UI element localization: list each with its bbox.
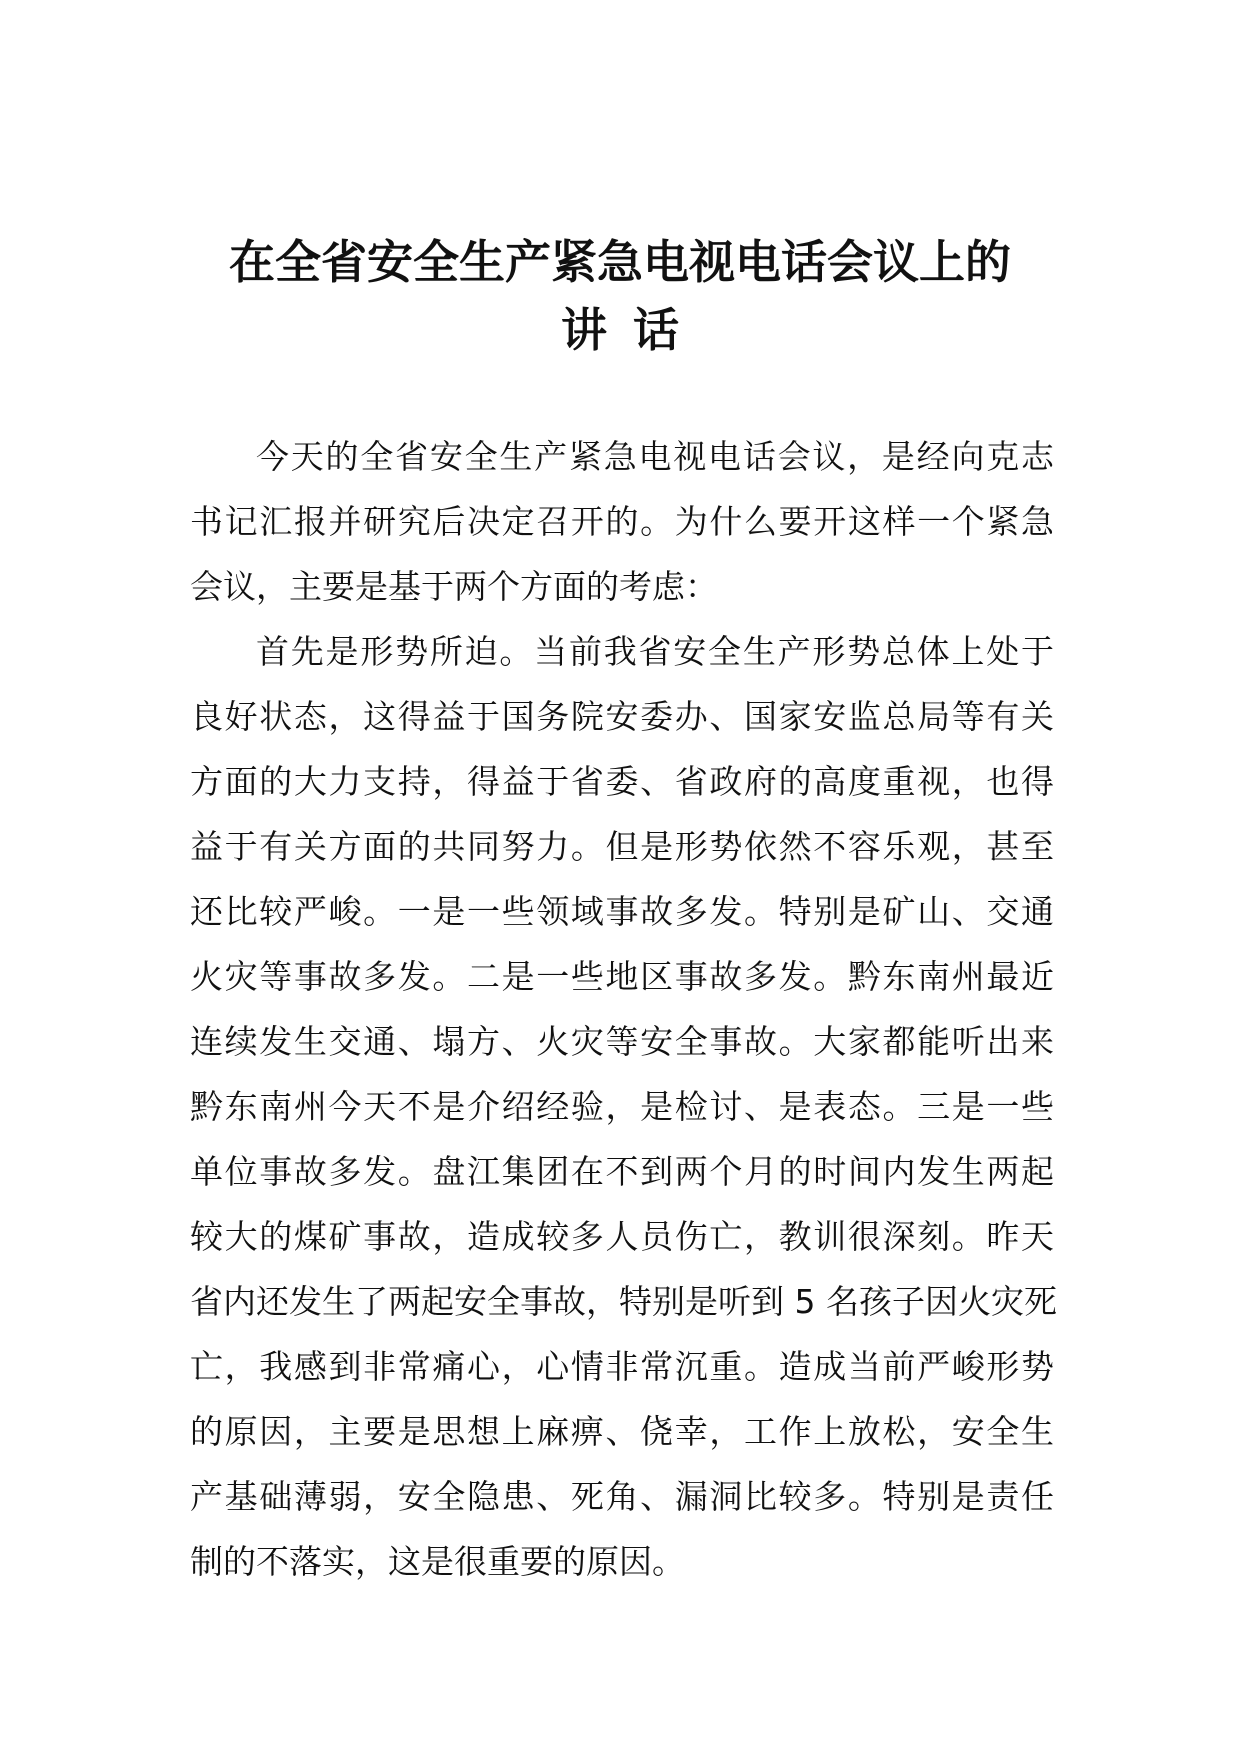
paragraph-2-line-8: 黔东南州今天不是介绍经验，是检讨、是表态。三是一些 bbox=[190, 1087, 1054, 1126]
paragraph-2-line-1: 首先是形势所迫。当前我省安全生产形势总体上处于 bbox=[256, 632, 1054, 671]
paragraph-2-line-6: 火灾等事故多发。二是一些地区事故多发。黔东南州最近 bbox=[190, 957, 1054, 996]
document-body bbox=[190, 424, 1057, 1594]
title-line-2: 讲话 bbox=[561, 303, 705, 357]
paragraph-2-line-11: 省内还发生了两起安全事故，特别是听到 5 名孩子因火灾死 bbox=[190, 1282, 1057, 1321]
paragraph-2-line-2: 良好状态，这得益于国务院安委办、国家安监总局等有关 bbox=[190, 697, 1054, 736]
title-line-1: 在全省安全生产紧急电视电话会议上的 bbox=[229, 235, 1011, 289]
paragraph-1-line-1: 今天的全省安全生产紧急电视电话会议，是经向克志 bbox=[256, 437, 1054, 476]
paragraph-2-line-7: 连续发生交通、塌方、火灾等安全事故。大家都能听出来 bbox=[190, 1022, 1054, 1061]
paragraph-2-line-3: 方面的大力支持，得益于省委、省政府的高度重视，也得 bbox=[190, 762, 1054, 801]
paragraph-2-line-10: 较大的煤矿事故，造成较多人员伤亡，教训很深刻。昨天 bbox=[190, 1217, 1054, 1256]
paragraph-2-line-15: 制的不落实，这是很重要的原因。 bbox=[190, 1542, 685, 1581]
paragraph-2-line-5: 还比较严峻。一是一些领域事故多发。特别是矿山、交通 bbox=[190, 892, 1054, 931]
paragraph-2-line-4: 益于有关方面的共同努力。但是形势依然不容乐观，甚至 bbox=[190, 827, 1054, 866]
paragraph-1-line-2: 书记汇报并研究后决定召开的。为什么要开这样一个紧急 bbox=[190, 502, 1054, 541]
paragraph-2-line-13: 的原因，主要是思想上麻痹、侥幸，工作上放松，安全生 bbox=[190, 1412, 1054, 1451]
paragraph-1-line-3: 会议，主要是基于两个方面的考虑： bbox=[190, 567, 718, 606]
document-title bbox=[190, 228, 1050, 364]
paragraph-2-line-14: 产基础薄弱，安全隐患、死角、漏洞比较多。特别是责任 bbox=[190, 1477, 1054, 1516]
paragraph-2-line-9: 单位事故多发。盘江集团在不到两个月的时间内发生两起 bbox=[190, 1152, 1054, 1191]
paragraph-2-line-12: 亡，我感到非常痛心，心情非常沉重。造成当前严峻形势 bbox=[190, 1347, 1054, 1386]
